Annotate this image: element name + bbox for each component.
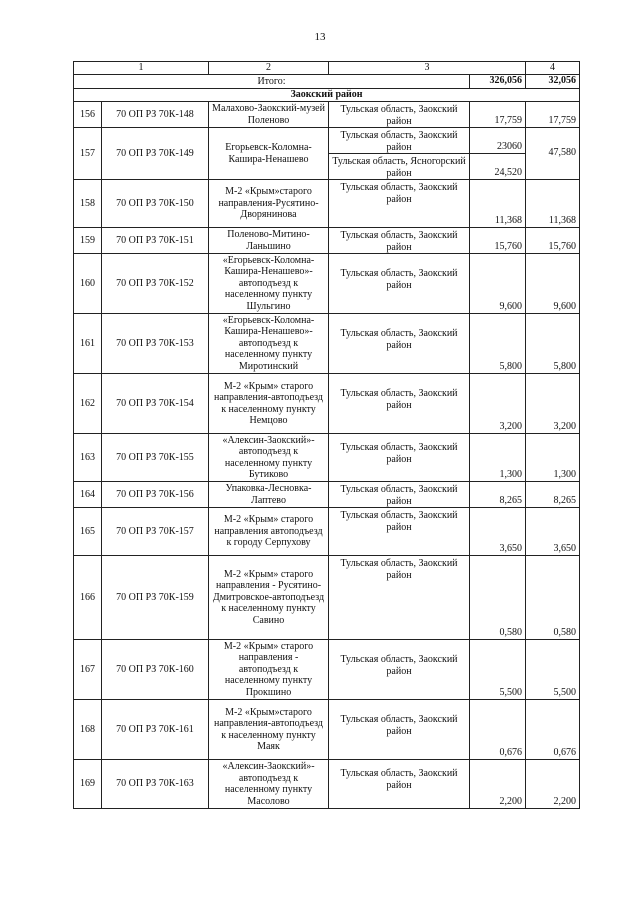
page-number: 13 [314,31,326,43]
row-number: 164 [74,482,102,508]
road-region: Тульская область, Заокский район [329,254,470,314]
road-region: Тульская область, Заокский район [329,180,470,228]
road-total: 5,800 [526,314,580,374]
row-number: 161 [74,314,102,374]
table-row [74,102,580,128]
road-total: 2,200 [526,760,580,809]
road-region: Тульская область, Заокский район [329,640,470,700]
road-code: 70 ОП РЗ 70К-154 [102,374,209,434]
row-number: 162 [74,374,102,434]
header-col-4: 4 [526,62,580,75]
road-length: 0,580 [470,556,526,640]
section-title: Заокский район [74,89,580,102]
road-region: Тульская область, Заокский район [329,482,470,508]
roads-table [73,61,580,809]
road-name: Малахово-Заокский-музей Поленово [209,102,329,128]
road-name: М-2 «Крым» старого направления автоподъезд к городу Серпухову [209,508,329,556]
road-code: 70 ОП РЗ 70К-152 [102,254,209,314]
road-total: 1,300 [526,434,580,482]
road-name: Егорьевск-Коломна-Кашира-Ненашево [209,128,329,180]
road-name: М-2 «Крым» старого направления-автоподъезд к населенному пункту Немцово [209,374,329,434]
road-region: Тульская область, Заокский район [329,556,470,640]
table-row [74,434,580,482]
road-name: М-2 «Крым»старого направления-автоподъезд к населенному пункту Маяк [209,700,329,760]
road-name: Упаковка-Лесновка-Лаптево [209,482,329,508]
road-region: Тульская область, Заокский район [329,700,470,760]
road-total: 3,200 [526,374,580,434]
road-total: 15,760 [526,228,580,254]
road-length: 17,759 [470,102,526,128]
table-row [74,314,580,374]
road-length: 0,676 [470,700,526,760]
road-code: 70 ОП РЗ 70К-163 [102,760,209,809]
road-total: 8,265 [526,482,580,508]
road-code: 70 ОП РЗ 70К-151 [102,228,209,254]
road-total: 5,500 [526,640,580,700]
table-row [74,640,580,700]
road-region: Тульская область, Заокский район [329,374,470,434]
row-number: 163 [74,434,102,482]
road-total: 0,580 [526,556,580,640]
table-row [74,374,580,434]
road-region: Тульская область, Заокский район [329,314,470,374]
row-number: 157 [74,128,102,180]
total-value-4: 32,056 [526,75,580,89]
row-number: 160 [74,254,102,314]
road-code: 70 ОП РЗ 70К-159 [102,556,209,640]
header-col-1: 1 [74,62,209,75]
table-row [74,128,580,154]
road-length: 3,200 [470,374,526,434]
table-row [74,508,580,556]
table-row [74,482,580,508]
table-row [74,228,580,254]
road-length: 2,200 [470,760,526,809]
road-code: 70 ОП РЗ 70К-149 [102,128,209,180]
road-region: Тульская область, Заокский район [329,102,470,128]
road-total: 17,759 [526,102,580,128]
header-row [74,62,580,75]
road-total: 9,600 [526,254,580,314]
road-total: 11,368 [526,180,580,228]
header-col-3: 3 [329,62,526,75]
road-code: 70 ОП РЗ 70К-148 [102,102,209,128]
row-number: 156 [74,102,102,128]
section-row [74,89,580,102]
road-total: 3,650 [526,508,580,556]
road-name: «Алексин-Заокский»-автоподъезд к населенному пункту Масолово [209,760,329,809]
road-code: 70 ОП РЗ 70К-160 [102,640,209,700]
road-code: 70 ОП РЗ 70К-157 [102,508,209,556]
table-row [74,254,580,314]
road-region: Тульская область, Заокский район [329,434,470,482]
road-name: Поленово-Митино-Ланьшино [209,228,329,254]
road-code: 70 ОП РЗ 70К-155 [102,434,209,482]
road-length: 5,500 [470,640,526,700]
road-length: 9,600 [470,254,526,314]
row-number: 167 [74,640,102,700]
road-code: 70 ОП РЗ 70К-161 [102,700,209,760]
road-length: 1,300 [470,434,526,482]
header-col-2: 2 [209,62,329,75]
road-name: М-2 «Крым»старого направления-Русятино-Дворянинова [209,180,329,228]
road-region: Тульская область, Заокский район [329,228,470,254]
table-row [74,180,580,228]
road-name: «Алексин-Заокский»-автоподъезд к населенному пункту Бутиково [209,434,329,482]
road-code: 70 ОП РЗ 70К-156 [102,482,209,508]
road-length: 8,265 [470,482,526,508]
row-number: 166 [74,556,102,640]
road-length: 11,368 [470,180,526,228]
road-code: 70 ОП РЗ 70К-153 [102,314,209,374]
table-row [74,700,580,760]
road-name: «Егорьевск-Коломна-Кашира-Ненашево»-автоподъезд к населенному пункту Шульгино [209,254,329,314]
road-region: Тульская область, Заокский район [329,508,470,556]
row-number: 165 [74,508,102,556]
road-length: 15,760 [470,228,526,254]
road-length-2: 24,520 [470,154,526,180]
row-number: 158 [74,180,102,228]
road-length: 23060 [470,128,526,154]
total-value-3: 326,056 [470,75,526,89]
road-name: «Егорьевск-Коломна-Кашира-Ненашево»-автоподъезд к населенному пункту Миротинский [209,314,329,374]
road-length: 5,800 [470,314,526,374]
table-row [74,556,580,640]
row-number: 168 [74,700,102,760]
road-total: 47,580 [526,128,580,180]
road-region: Тульская область, Заокский район [329,128,470,154]
total-label: Итого: [74,75,470,89]
road-region: Тульская область, Заокский район [329,760,470,809]
road-total: 0,676 [526,700,580,760]
table-row [74,760,580,809]
road-length: 3,650 [470,508,526,556]
road-region-2: Тульская область, Ясногорский район [329,154,470,180]
row-number: 159 [74,228,102,254]
row-number: 169 [74,760,102,809]
total-row [74,75,580,89]
road-name: М-2 «Крым» старого направления - автоподъезд к населенному пункту Прокшино [209,640,329,700]
road-code: 70 ОП РЗ 70К-150 [102,180,209,228]
road-name: М-2 «Крым» старого направления - Русятино-Дмитровское-автоподъезд к населенному пункту Савино [209,556,329,640]
